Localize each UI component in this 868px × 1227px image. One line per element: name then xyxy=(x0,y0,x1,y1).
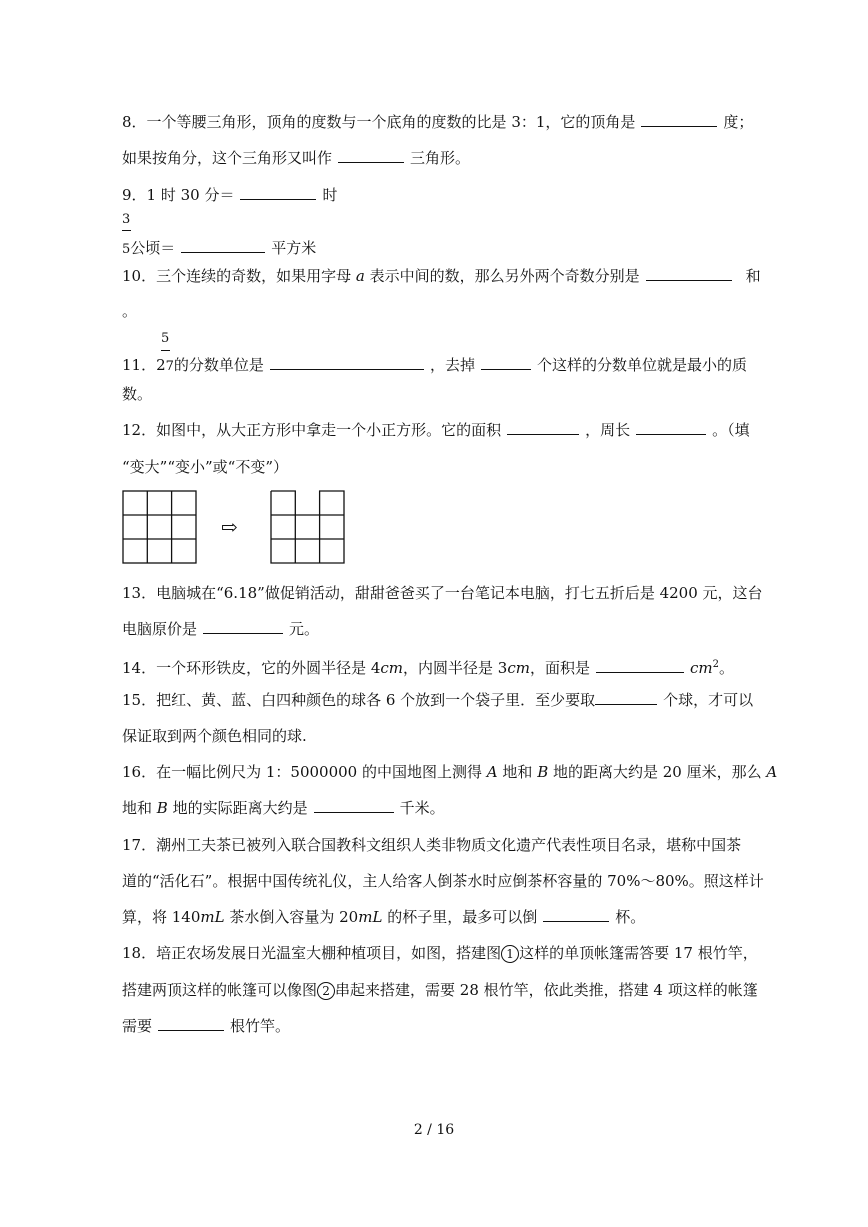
q11-line2: 数。 xyxy=(122,385,153,403)
answer-blank[interactable] xyxy=(596,658,684,673)
answer-blank[interactable] xyxy=(203,619,283,634)
q18-line3: 需要 根竹竿。 xyxy=(122,1017,291,1035)
q9-fraction-numerator: 3 xyxy=(122,212,131,227)
answer-blank[interactable] xyxy=(481,355,531,370)
q11-fraction-denominator: 7 xyxy=(165,359,174,374)
answer-blank[interactable] xyxy=(338,148,404,163)
q12-line1: 12．如图中，从大正方形中拿走一个小正方形。它的面积 ，周长 。（填 xyxy=(122,421,750,439)
q11-whole-number: 2 xyxy=(156,356,166,374)
answer-blank[interactable] xyxy=(641,112,717,127)
q8-line1: 8．一个等腰三角形，顶角的度数与一个底角的度数的比是 3：1，它的顶角是 度； xyxy=(122,113,754,131)
q10-line1: 10．三个连续的奇数，如果用字母 a 表示中间的数，那么另外两个奇数分别是 和 xyxy=(122,267,761,285)
q17-line2: 道的“活化石”。根据中国传统礼仪，主人给客人倒茶水时应倒茶杯容量的 70%～80%。照这样计 xyxy=(122,872,764,890)
q14-line: 14．一个环形铁皮，它的外圆半径是 4cm，内圆半径是 3cm，面积是 $cm^2$。 xyxy=(122,659,734,677)
q17-line3: 算，将 140mL 茶水倒入容量为 20mL 的杯子里，最多可以倒 杯。 xyxy=(122,908,646,926)
q8-line2: 如果按角分，这个三角形又叫作 三角形。 xyxy=(122,149,471,167)
q9-line1: 9．1 时 30 分＝ 时 xyxy=(122,186,338,204)
circled-number-2: 2 xyxy=(317,982,335,1000)
full-square-grid xyxy=(122,490,198,564)
q17-line1: 17．潮州工夫茶已被列入联合国教科文组织人类非物质文化遗产代表性项目名录，堪称中国茶 xyxy=(122,836,742,854)
answer-blank[interactable] xyxy=(240,185,316,200)
answer-blank[interactable] xyxy=(507,420,579,435)
q11-fraction-bar xyxy=(161,350,170,351)
answer-blank[interactable] xyxy=(270,355,424,370)
q15-line1: 15．把红、黄、蓝、白四种颜色的球各 6 个放到一个袋子里．至少要取 个球，才可以 xyxy=(122,691,754,709)
answer-blank[interactable] xyxy=(314,798,394,813)
q9-fraction-denominator: 5 xyxy=(122,242,131,257)
answer-blank[interactable] xyxy=(595,690,657,705)
answer-blank[interactable] xyxy=(158,1016,224,1031)
answer-blank[interactable] xyxy=(543,907,609,922)
q11-line1: 11．27的分数单位是 ，去掉 个这样的分数单位就是最小的质 xyxy=(122,356,747,374)
q11-fraction-numerator: 5 xyxy=(161,331,170,346)
page-number: 2 / 16 xyxy=(413,1122,455,1138)
q18-line2: 搭建两顶这样的帐篷可以像图 2 串起来搭建，需要 28 根竹竿，依此类推，搭建 4 项这样的帐篷 xyxy=(122,981,758,999)
q10-line2: 。 xyxy=(122,302,138,320)
q13-line2: 电脑原价是 元。 xyxy=(122,620,320,638)
q16-line1: 16．在一幅比例尺为 1：5000000 的中国地图上测得 A 地和 B 地的距离大约是 20 厘米，那么 A xyxy=(122,763,778,781)
q9-fraction-bar xyxy=(122,230,131,231)
answer-blank[interactable] xyxy=(646,266,732,281)
notched-square-grid xyxy=(270,490,346,564)
answer-blank[interactable] xyxy=(636,420,706,435)
q13-line1: 13．电脑城在“6.18”做促销活动，甜甜爸爸买了一台笔记本电脑，打七五折后是 4200 元，这台 xyxy=(122,584,763,602)
q18-line1: 18．培正农场发展日光温室大棚种植项目，如图，搭建图 1 这样的单顶帐篷需答要 17 根竹竿， xyxy=(122,944,758,962)
answer-blank[interactable] xyxy=(181,238,265,253)
circled-number-1: 1 xyxy=(501,945,519,963)
right-arrow-icon: ⇨ xyxy=(221,515,238,539)
variable-a: a xyxy=(355,267,365,285)
q9-line2: 5公顷＝ 平方米 xyxy=(122,239,317,257)
q16-line2: 地和 B 地的实际距离大约是 千米。 xyxy=(122,799,445,817)
q15-line2: 保证取到两个颜色相同的球. xyxy=(122,727,307,745)
q12-line2: “变大”“变小”或“不变”） xyxy=(122,458,289,476)
